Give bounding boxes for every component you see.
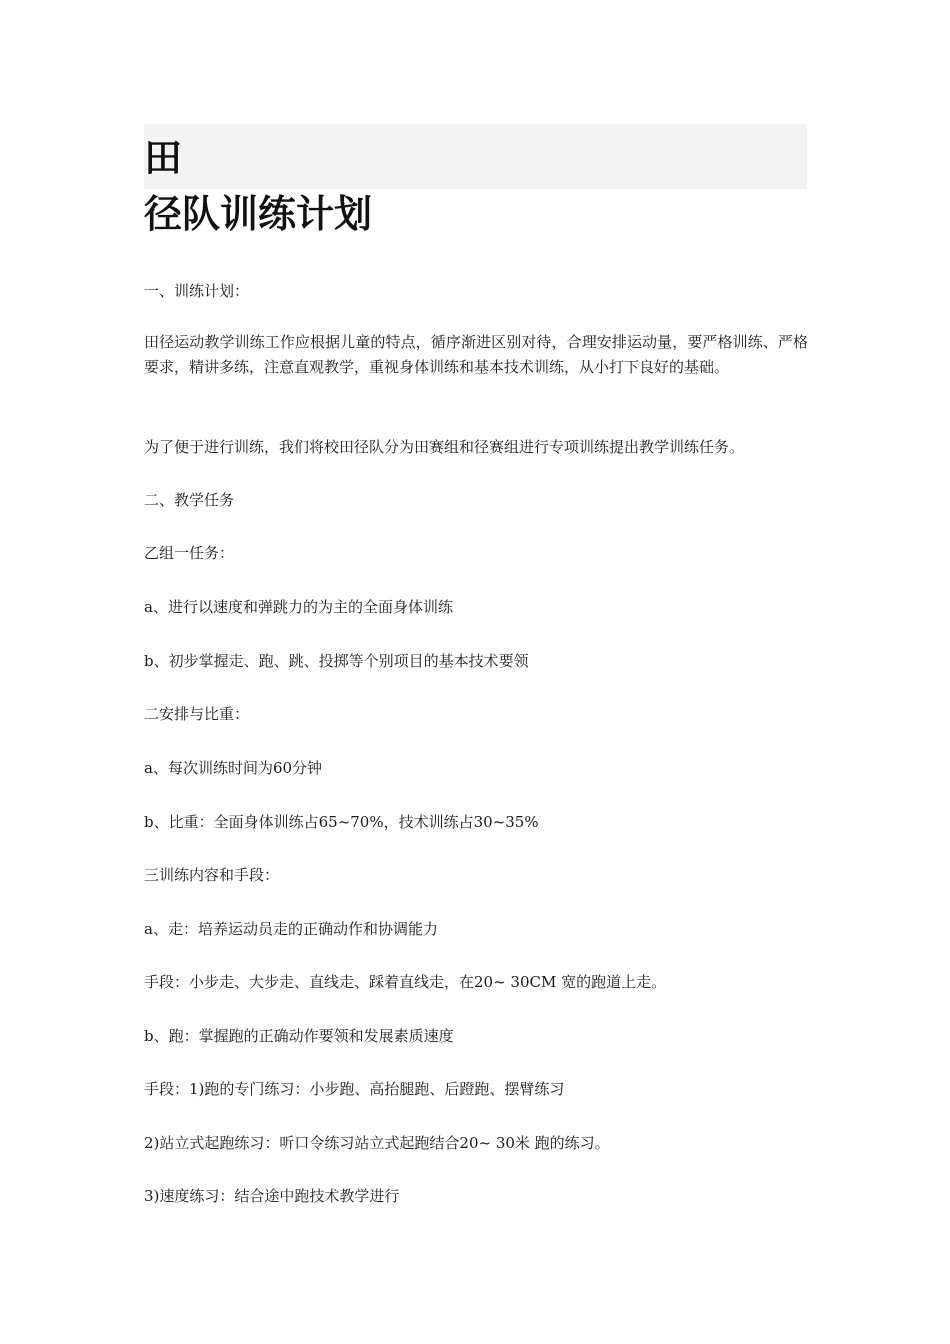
methods-standing-start: 2)站立式起跑练习：听口令练习站立式起跑结合20~ 30米 跑的练习。 [144, 1134, 610, 1152]
paragraph-training-principles: 田径运动教学训练工作应根据儿童的特点，循序渐进区别对待，合理安排运动量，要严格训练、严格要求，精讲多练，注意直观教学，重视身体训练和基本技术训练，从小打下良好的基础。 [144, 333, 808, 376]
list-item-task-b: b、初步掌握走、跑、跳、投掷等个别项目的基本技术要领 [144, 652, 529, 670]
title-highlight-band [144, 124, 807, 189]
list-item-running: b、跑：掌握跑的正确动作要领和发展素质速度 [144, 1027, 454, 1045]
list-item-session-time: a、每次训练时间为60分钟 [144, 759, 323, 777]
document-title-line-1: 田 [144, 136, 183, 180]
subheading-group-b-tasks: 乙组一任务： [144, 544, 235, 562]
methods-walking: 手段：小步走、大步走、直线走、踩着直线走，在20~ 30CM 宽的跑道上走。 [144, 973, 667, 991]
methods-running-drills: 手段：1)跑的专门练习：小步跑、高抬腿跑、后蹬跑、摆臂练习 [144, 1080, 565, 1098]
subheading-content-methods: 三训练内容和手段： [144, 866, 280, 884]
list-item-proportion: b、比重：全面身体训练占65~70%，技术训练占30~35% [144, 813, 539, 831]
paragraph-group-division: 为了便于进行训练，我们将校田径队分为田赛组和径赛组进行专项训练提出教学训练任务。 [144, 438, 745, 456]
section-heading-training-plan: 一、训练计划： [144, 282, 250, 300]
subheading-arrangement: 二安排与比重： [144, 705, 250, 723]
section-heading-teaching-tasks: 二、教学任务 [144, 491, 235, 509]
list-item-walking: a、走：培养运动员走的正确动作和协调能力 [144, 920, 438, 938]
document-title-line-2: 径队训练计划 [144, 192, 373, 236]
methods-speed-practice: 3)速度练习：结合途中跑技术教学进行 [144, 1187, 400, 1205]
list-item-task-a: a、进行以速度和弹跳力的为主的全面身体训练 [144, 598, 453, 616]
